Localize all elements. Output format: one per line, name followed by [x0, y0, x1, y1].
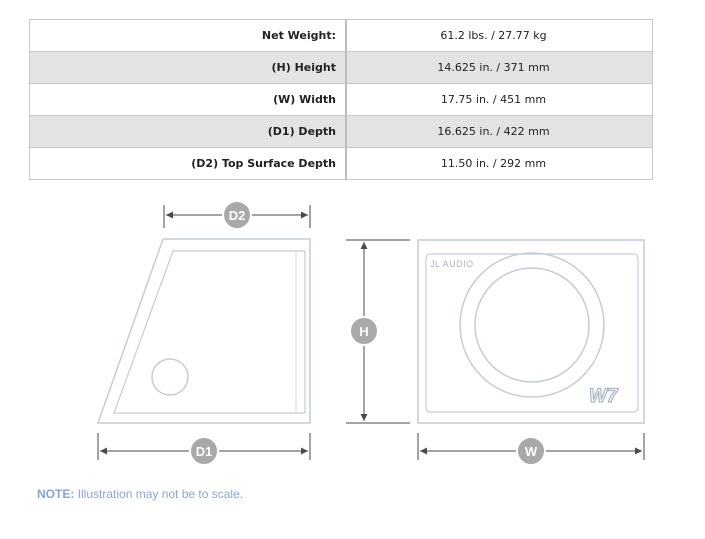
brand-label: JL AUDIO — [430, 259, 474, 269]
dimension-d1 — [98, 433, 310, 465]
side-view-outline — [98, 239, 310, 423]
d2-badge-label: D2 — [228, 208, 246, 223]
dimension-d2 — [164, 201, 310, 229]
spec-value: 14.625 in. / 371 mm — [346, 52, 653, 84]
spec-label: (D1) Depth — [30, 116, 347, 148]
scale-note — [37, 487, 243, 501]
spec-label: (W) Width — [30, 84, 347, 116]
dimension-h — [346, 240, 410, 423]
dimension-w — [418, 433, 644, 465]
port-circle — [152, 359, 188, 395]
spec-label: (H) Height — [30, 52, 347, 84]
front-view — [418, 240, 644, 423]
spec-label: (D2) Top Surface Depth — [30, 148, 347, 180]
h-badge-label: H — [359, 324, 369, 339]
spec-value: 61.2 lbs. / 27.77 kg — [440, 29, 547, 42]
side-view — [98, 239, 310, 423]
model-logo: W7 — [589, 386, 618, 407]
note-text: Illustration may not be to scale. — [74, 487, 244, 501]
spec-value: 16.625 in. / 422 mm — [346, 116, 653, 148]
spec-value: 11.50 in. / 292 mm — [346, 148, 653, 180]
woofer-outer-ring — [460, 253, 604, 397]
side-view-inner-outline — [114, 251, 305, 413]
d1-badge-label: D1 — [195, 444, 213, 459]
note-label: NOTE: — [37, 487, 75, 501]
w-badge-label: W — [524, 444, 538, 459]
woofer-inner-ring — [475, 268, 589, 382]
spec-value: 17.75 in. / 451 mm — [346, 84, 653, 116]
spec-label: Net Weight: — [30, 20, 347, 52]
